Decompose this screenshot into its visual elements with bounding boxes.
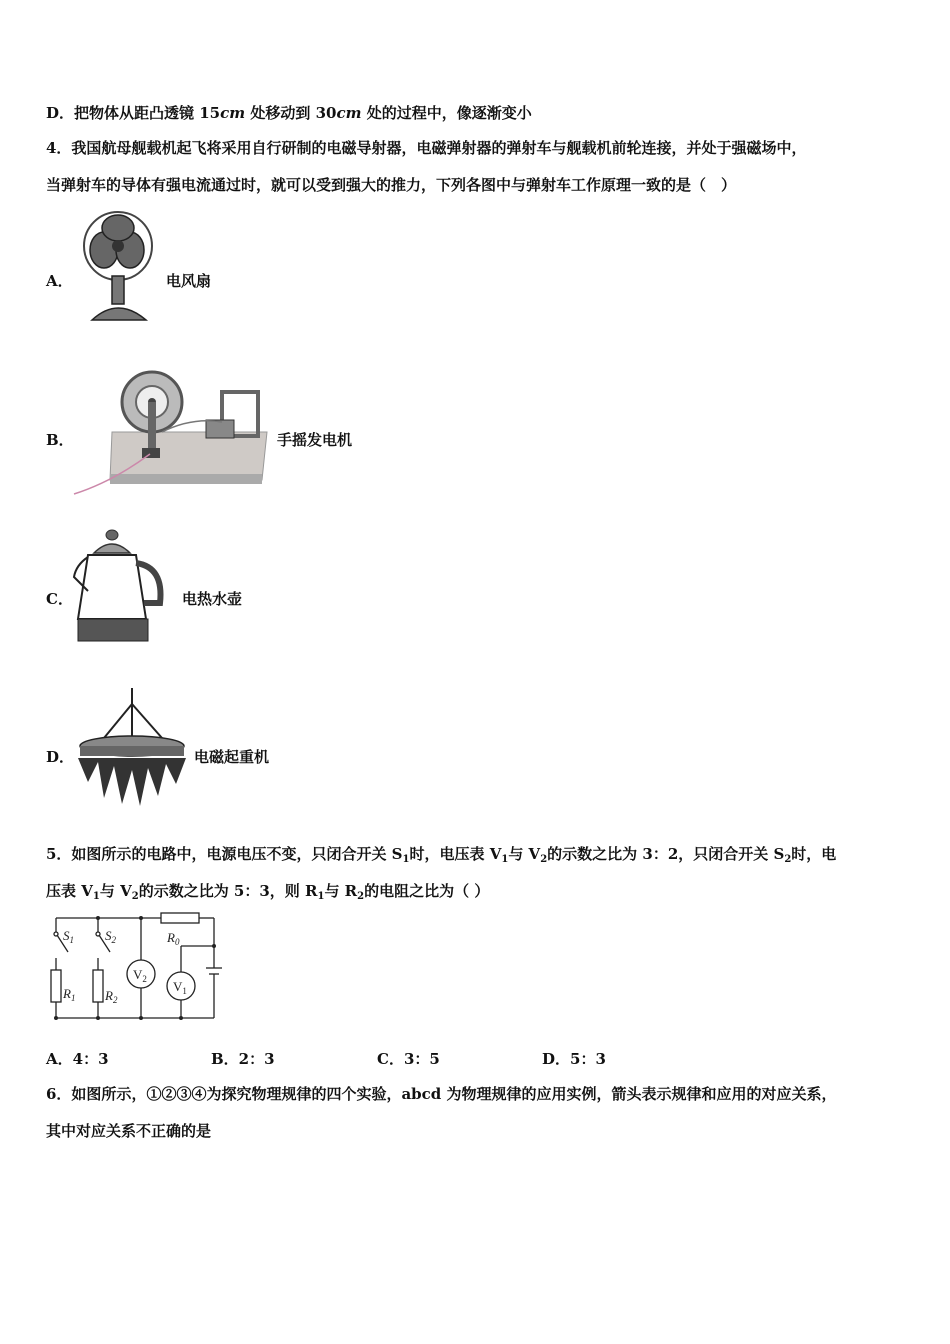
r0-label: $R_0$: [167, 930, 180, 947]
q5-answer-d[interactable]: D．5：3: [542, 1050, 606, 1068]
q6-stem-line-1: 6．如图所示，①②③④为探究物理规律的四个实验，abcd 为物理规律的应用实例，箭头表示规律和应用的对应关系，: [46, 1085, 837, 1103]
q4-option-b-label: 手摇发电机: [277, 431, 353, 449]
v1-label: $V_1$: [173, 979, 187, 996]
q4-option-d-letter[interactable]: D．: [46, 748, 75, 766]
electromagnetic-crane-icon: [74, 686, 194, 814]
hand-crank-generator-icon: [72, 362, 272, 500]
q5-answer-a[interactable]: A．4：3: [46, 1050, 109, 1068]
q5-stem-line-1: 5．如图所示的电路中，电源电压不变，只闭合开关 $S_1$时，电压表 $V_1$与 $V_2$的示数之比为 3：2，只闭合开关 $S_2$时，电: [46, 845, 837, 865]
q5-answer-c[interactable]: C．3：5: [377, 1050, 440, 1068]
q4-stem-line-1: 4．我国航母舰载机起飞将采用自行研制的电磁导射器，电磁弹射器的弹射车与舰载机前轮连接，并处于强磁场中，: [46, 139, 807, 157]
r1-label: $R_1$: [63, 986, 76, 1003]
electric-kettle-icon: [72, 527, 172, 645]
q4-option-d-label: 电磁起重机: [194, 748, 270, 766]
q4-option-c-letter[interactable]: C．: [46, 590, 73, 608]
s1-label: $S_1$: [63, 928, 74, 945]
q6-stem-line-2: 其中对应关系不正确的是: [46, 1122, 212, 1140]
q3-option-d: D．把物体从距凸透镜 15cm 处移动到 30cm 处的过程中，像逐渐变小: [46, 104, 532, 122]
electric-fan-icon: [80, 208, 158, 328]
q4-option-b-letter[interactable]: B．: [46, 431, 74, 449]
q4-stem-line-2: 当弹射车的导体有强电流通过时，就可以受到强大的推力，下列各图中与弹射车工作原理一致的是（ ）: [46, 176, 737, 194]
q4-option-a-letter[interactable]: A．: [46, 272, 73, 290]
v2-label: $V_2$: [133, 967, 147, 984]
q4-option-c-label: 电热水壶: [182, 590, 243, 608]
r2-label: $R_2$: [105, 988, 118, 1005]
q5-answer-b[interactable]: B．2：3: [211, 1050, 275, 1068]
q4-option-a-label: 电风扇: [166, 272, 212, 290]
s2-label: $S_2$: [105, 928, 116, 945]
q5-stem-line-2: 压表 $V_1$与 $V_2$的示数之比为 5：3，则 $R_1$与 $R_2$的电阻之比为（ ）: [46, 882, 490, 902]
circuit-diagram: [46, 910, 226, 1026]
